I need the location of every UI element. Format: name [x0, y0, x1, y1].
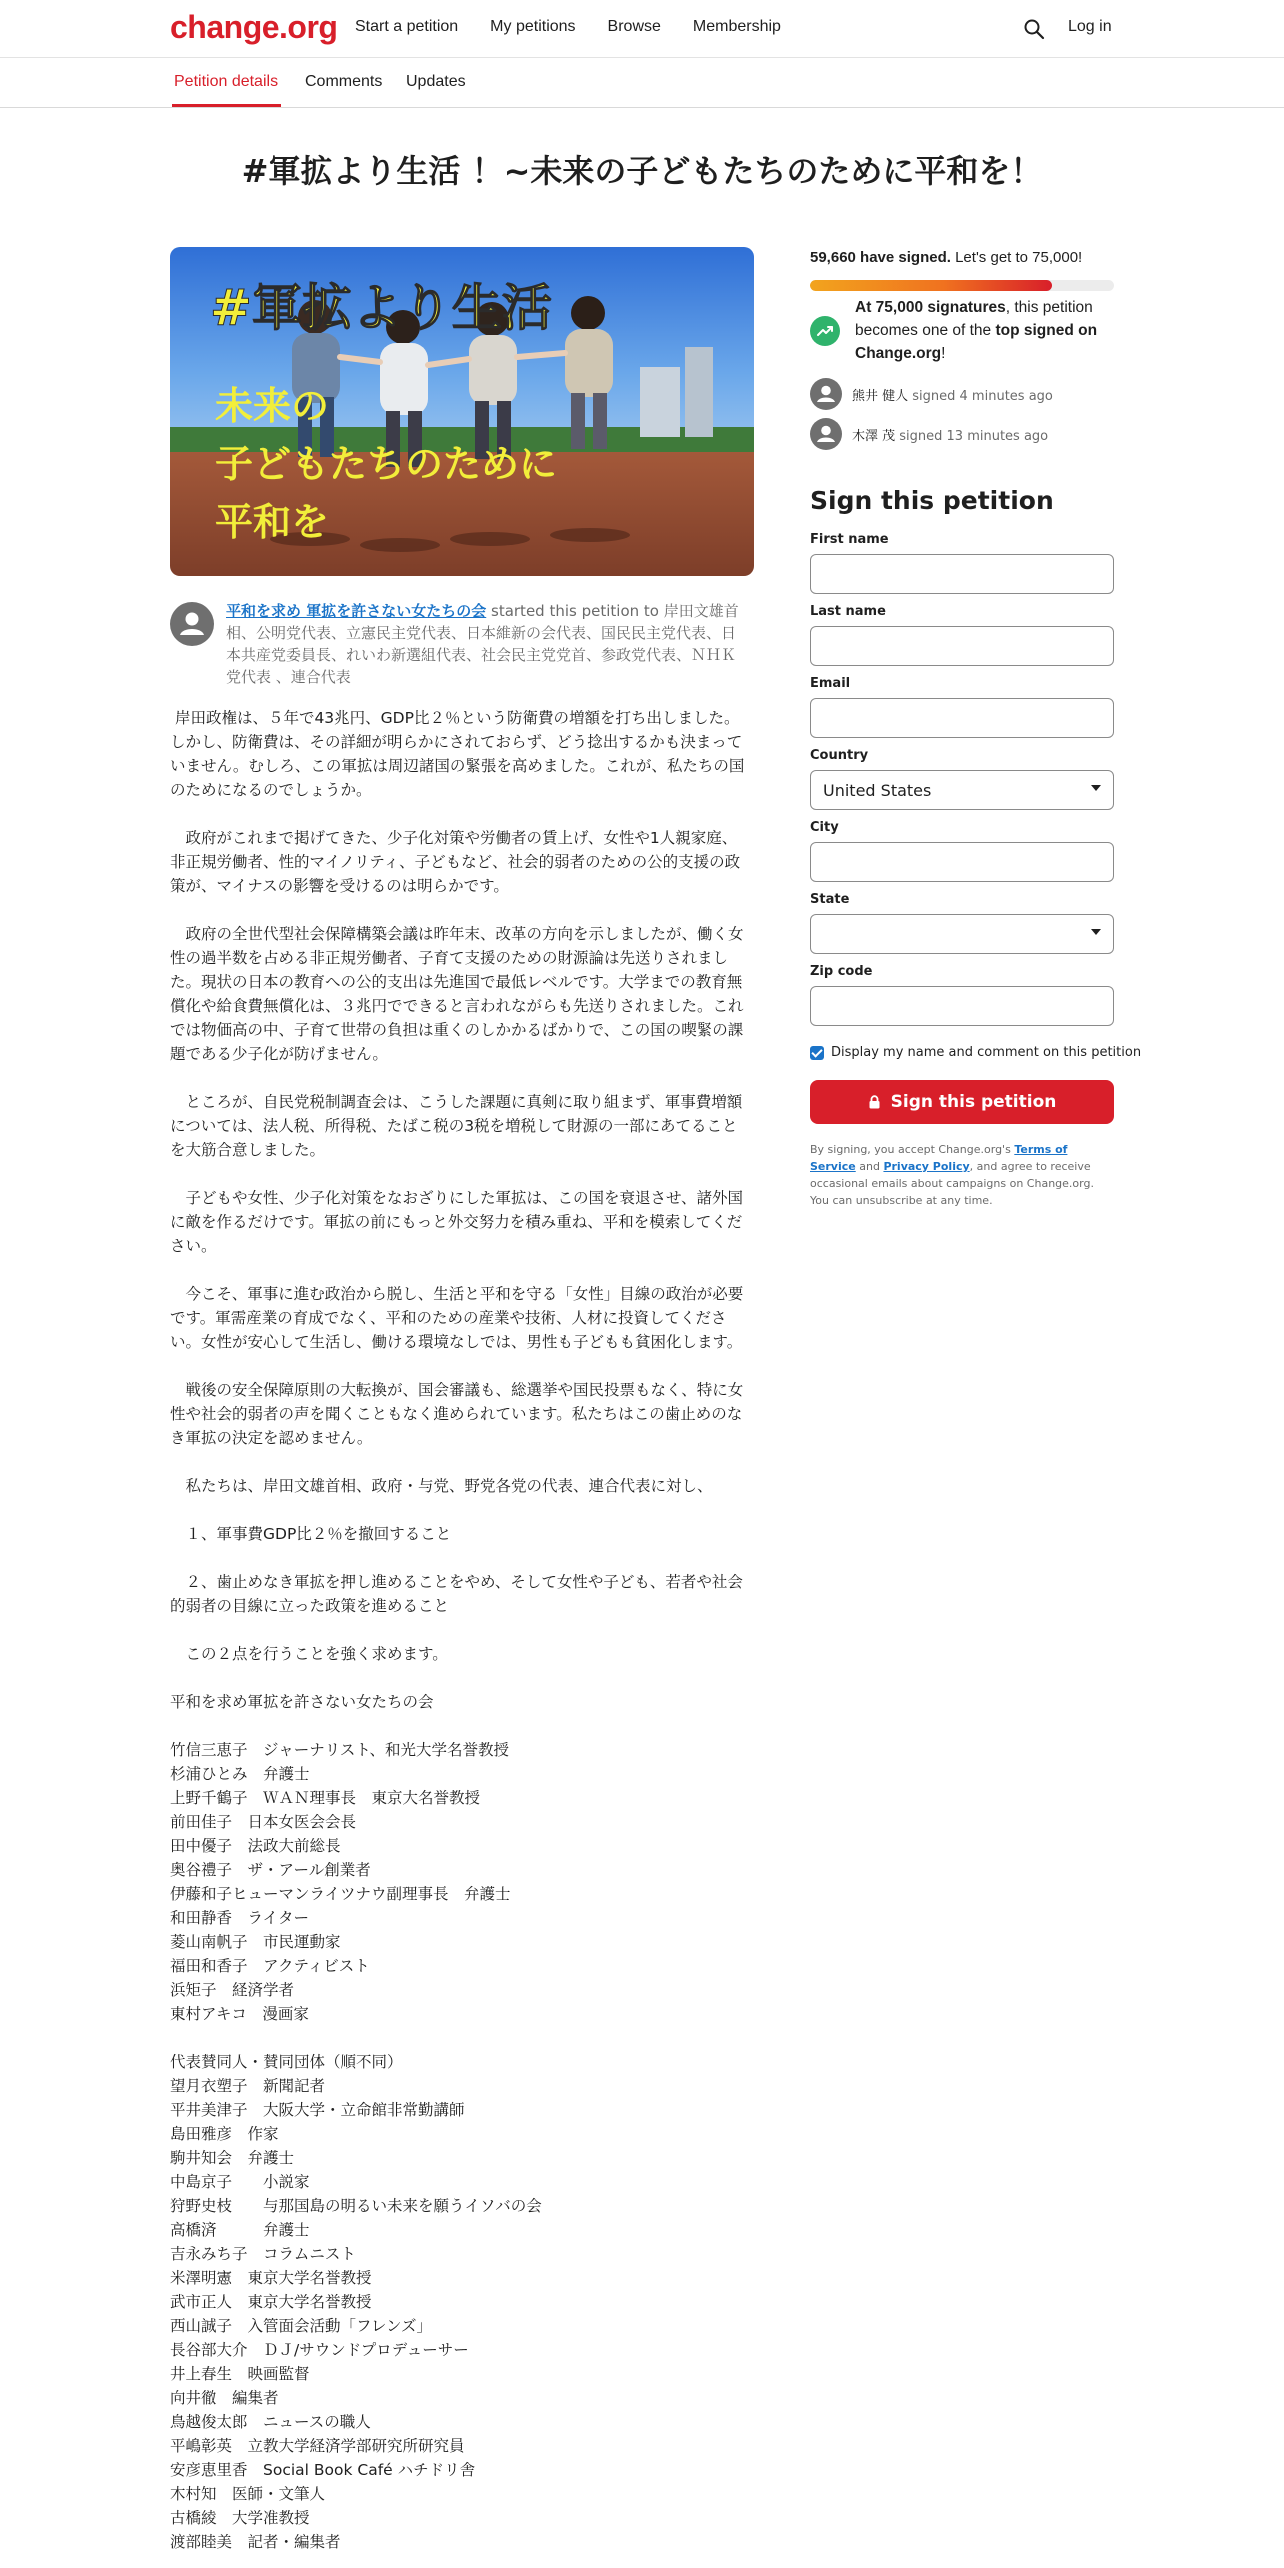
- nav-start-petition[interactable]: Start a petition: [355, 18, 459, 35]
- user-icon: [170, 602, 214, 646]
- progress-fill: [810, 280, 1052, 291]
- signature-progress-bar: [810, 280, 1114, 291]
- avatar: [810, 378, 842, 410]
- recent-signer-name: 熊井 健人: [852, 388, 909, 404]
- legal-disclaimer: [810, 1141, 1114, 1209]
- country-label: Country: [810, 748, 869, 763]
- state-label: State: [810, 892, 850, 907]
- recent-signer-time: signed 13 minutes ago: [895, 428, 1049, 444]
- user-icon: [810, 418, 842, 450]
- petition-hero-image: [170, 247, 754, 576]
- email-label: Email: [810, 676, 851, 691]
- starter-name-link[interactable]: 平和を求め 軍拡を許さない女たちの会: [226, 602, 487, 620]
- goal-message: [855, 296, 1115, 365]
- legal-text-3: , and agree to receive occasional emails about campaigns on Change.org. You can unsubscribe at any time.: [810, 1160, 1094, 1207]
- goal-mid-text: , this petition becomes one of the: [855, 299, 1093, 339]
- hero-illustration: [170, 247, 754, 576]
- hero-line-3: 子どもたちのために: [215, 442, 558, 486]
- city-field[interactable]: [810, 842, 1114, 882]
- legal-text-1: By signing, you accept Change.org's: [810, 1143, 1015, 1156]
- city-label: City: [810, 820, 839, 835]
- petition-body: 岸田政権は、５年で43兆円、GDP比２％という防衛費の増額を打ち出しました。しかし、防衛費は、その詳細が明らかにされておらず、どう捻出するかも決まっていません。むしろ、この軍拡は周辺諸国の緊張を高めました。これが、私たちの国のためになるのでしょうか。 政府がこれまで掲げてきた、少子化対策や労働者の賃上げ、女性や1人親家庭、非正規労働者、性的マイノリティ、子どもなど、社会的弱者のための公的支援の政策が、マイナスの影響を受けるのは明らかです。 政府の全世代型社会保障構築会議は昨年末、改革の方向を示しましたが、働く女性の過半数を占める非正規労働者、子育て支援のための財源論は先送りされました。現状の日本の教育への公的支出は先進国で最低レベルです。大学までの教育無償化や給食費無償化は、３兆円でできると言われながらも先送りされました。これでは物価高の中、子育て世帯の負担は重くのしかかるばかりで、この国の喫緊の課題である少子化が防げません。 ところが、自民党税制調査会は、こうした課題に真剣に取り組まず、軍事費増額については、法人税、所得税、たばこ税の3税を増税して財源の一部にあてることを大筋合意しました。 子どもや女性、少子化対策をなおざりにした軍拡は、この国を衰退させ、諸外国に敵を作るだけです。軍拡の前にもっと外交努力を積み重ね、平和を模索してください。 今こそ、軍事に進む政治から脱し、生活と平和を守る「女性」目線の政治が必要です。軍需産業の育成でなく、平和のための産業や技術、人材に投資してください。女性が安心して生活し、働ける環境なしでは、男性も子どもも貧困化します。 戦後の安全保障原則の大転換が、国会審議も、総選挙や国民投票もなく、特に女性や社会的弱者の声を聞くこともなく進められています。私たちはこの歯止めのなき軍拡の決定を認めません。 私たちは、岸田文雄首相、政府・与党、野党各党の代表、連合代表に対し、 １、軍事費GDP比２％を撤回すること ２、歯止めなき軍拡を押し進めることをやめ、そして女性や子ども、若者や社会的弱者の目線に立った政策を進めること この２点を行うことを強く求めます。 平和を求め軍拡を許さない女たちの会 竹信三恵子 ジャーナリスト、和光大学名誉教授 杉浦ひとみ 弁護士 上野千鶴子 ＷＡＮ理事長 東京大名誉教授 前田佳子 日本女医会会長 田中優子 法政大前総長 奥谷禮子 ザ・アール創業者 伊藤和子ヒューマンライツナウ副理事長 弁護士 和田静香 ライター 菱山南帆子 市民運動家 福田和香子 アクティビスト 浜矩子 経済学者 東村アキコ 漫画家 代表賛同人・賛同団体（順不同） 望月衣塑子 新聞記者 平井美津子 大阪大学・立命館非常勤講師 島田雅彦 作家 駒井知会 弁護士 中島京子 小説家 狩野史枝 与那国島の明るい未来を願うイソバの会 高橋済 弁護士 吉永みち子 コラムニスト 米澤明憲 東京大学名誉教授 武市正人 東京大学名誉教授 西山誠子 入管面会活動「フレンズ」 長谷部大介 ＤＪ/サウンドプロデューサー 井上春生 映画監督 向井徹 編集者 鳥越俊太郎 ニュースの職人 平嶋彰英 立教大学経済学部研究所研究員 安彦恵里香 Social Book Café ハチドリ舎 木村知 医師・文筆人 古橋綾 大学准教授 渡部睦美 記者・編集者: [170, 709, 745, 2551]
- active-tab-indicator: [172, 104, 281, 107]
- country-select[interactable]: [810, 770, 1114, 810]
- signed-count: 59,660 have signed.: [810, 249, 951, 266]
- petition-title: #軍拡より生活 ！~未来の子どもたちのために平和を！: [241, 152, 1043, 190]
- signature-goal: Let's get to 75,000!: [950, 249, 1083, 266]
- display-name-checkbox[interactable]: [810, 1046, 824, 1060]
- main-nav: [355, 18, 813, 36]
- goal-top-signed: top signed on Change.org: [855, 322, 1098, 362]
- nav-browse[interactable]: Browse: [607, 18, 661, 35]
- trending-up-icon: [810, 316, 840, 346]
- legal-text-2: and: [855, 1160, 884, 1173]
- lock-icon: [868, 1095, 881, 1109]
- country-value: United States: [823, 781, 932, 800]
- first-name-field[interactable]: [810, 554, 1114, 594]
- privacy-policy-link[interactable]: Privacy Policy: [883, 1160, 970, 1173]
- first-name-label: First name: [810, 532, 889, 547]
- tab-updates[interactable]: Updates: [406, 73, 466, 90]
- recent-signer-name: 木澤 茂: [852, 428, 896, 444]
- user-icon: [810, 378, 842, 410]
- petition-starter: [226, 600, 746, 688]
- last-name-field[interactable]: [810, 626, 1114, 666]
- nav-my-petitions[interactable]: My petitions: [490, 18, 576, 35]
- goal-end: !: [941, 345, 946, 362]
- goal-threshold: At 75,000 signatures: [855, 299, 1006, 316]
- nav-membership[interactable]: Membership: [692, 18, 781, 35]
- petition-tabs: [0, 58, 1284, 108]
- tab-petition-details[interactable]: Petition details: [174, 73, 279, 90]
- last-name-label: Last name: [810, 604, 886, 619]
- hero-line-2: 未来の: [215, 384, 330, 428]
- hero-line-1: #軍拡より生活: [210, 279, 552, 337]
- top-navigation-bar: [0, 0, 1284, 58]
- display-name-label: Display my name and comment on this petition: [831, 1045, 1142, 1060]
- login-link[interactable]: Log in: [1068, 18, 1112, 35]
- zip-label: Zip code: [810, 964, 873, 979]
- email-field[interactable]: [810, 698, 1114, 738]
- recent-signer: [810, 418, 1048, 450]
- starter-description: started this petition to 岸田文雄首相、公明党代表、立憲民主党代表、日本維新の会代表、国民民主党代表、日本共産党委員長、れいわ新選組代表、社会民主党党首、参政党代表、ＮＨＫ党代表 、連合代表: [226, 602, 739, 686]
- starter-avatar: [170, 602, 214, 646]
- state-select[interactable]: [810, 914, 1114, 954]
- zip-code-field[interactable]: [810, 986, 1114, 1026]
- change-org-logo[interactable]: change.org: [170, 9, 338, 45]
- recent-signer-time: signed 4 minutes ago: [908, 388, 1053, 404]
- sign-petition-button[interactable]: [810, 1080, 1114, 1124]
- avatar: [810, 418, 842, 450]
- terms-of-service-link[interactable]: Terms of Service: [810, 1143, 1068, 1173]
- signature-count: [810, 249, 1082, 266]
- search-icon[interactable]: [1022, 17, 1046, 41]
- chevron-down-icon: [1091, 785, 1101, 791]
- tab-comments[interactable]: Comments: [305, 73, 383, 90]
- sign-form-heading: Sign this petition: [810, 486, 1054, 515]
- chevron-down-icon: [1091, 929, 1101, 935]
- recent-signer: [810, 378, 1053, 410]
- sign-petition-label: Sign this petition: [890, 1092, 1057, 1112]
- hero-line-4: 平和を: [215, 500, 330, 544]
